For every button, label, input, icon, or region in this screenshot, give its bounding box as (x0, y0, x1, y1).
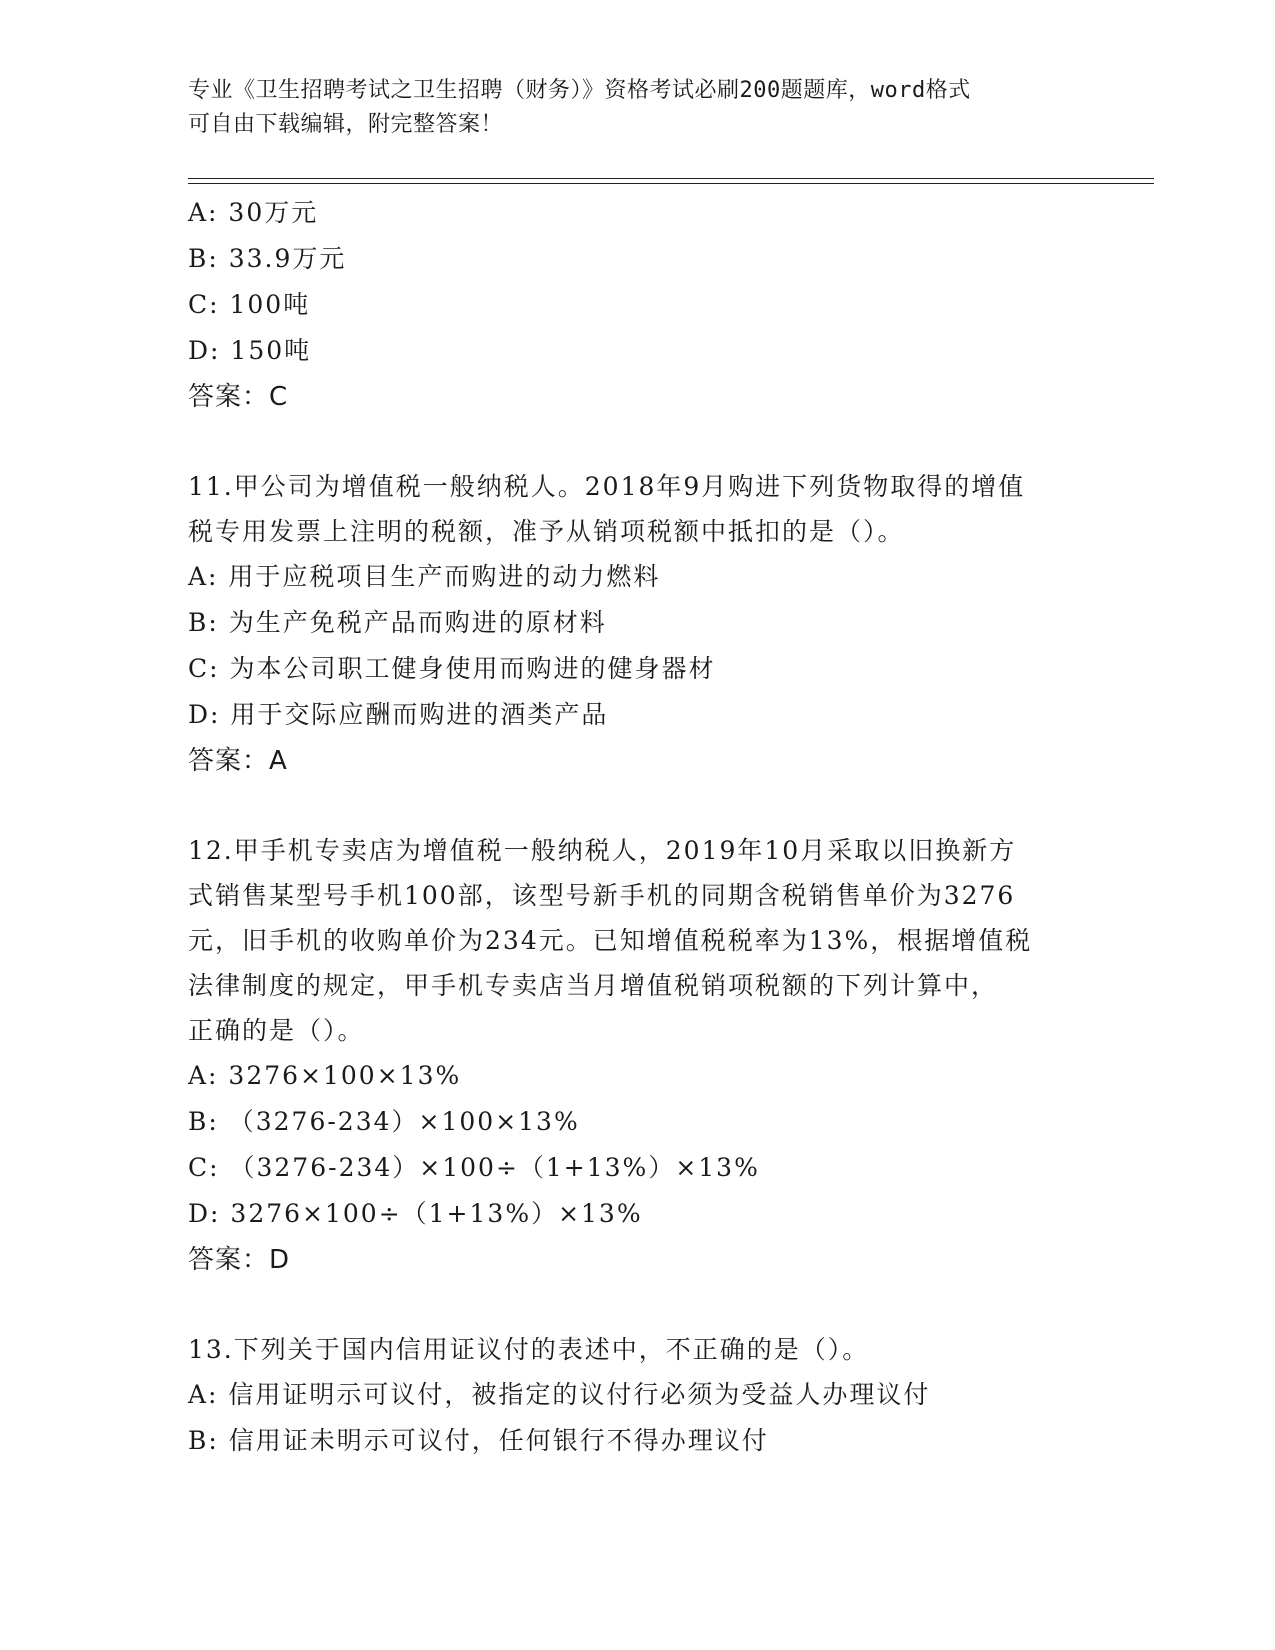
header-divider-bottom (188, 183, 1154, 184)
question-stem (188, 1327, 1088, 1372)
question-stem-line: 11.甲公司为增值税一般纳税人。2018年9月购进下列货物取得的增值 (188, 472, 1026, 501)
option-c: C: 为本公司职工健身使用而购进的健身器材 (188, 654, 716, 683)
question-stem-line: 13.下列关于国内信用证议付的表述中，不正确的是（）。 (188, 1335, 870, 1364)
document-header (188, 74, 1088, 142)
option-c: C: 100吨 (188, 290, 311, 319)
option-d: D: 150吨 (188, 336, 312, 365)
option-a: A: 30万元 (188, 198, 319, 227)
question-stem-line: 式销售某型号手机100部，该型号新手机的同期含税销售单价为3276 (188, 881, 1016, 910)
header-title-line-1: 专业《卫生招聘考试之卫生招聘（财务）》资格考试必刷200题题库，word格式 (188, 78, 971, 103)
option-b: B: 信用证未明示可议付，任何银行不得办理议付 (188, 1426, 769, 1455)
option-b: B: 33.9万元 (188, 244, 347, 273)
option-c: C: （3276-234）×100÷（1+13%）×13% (188, 1153, 760, 1182)
option-b: B: （3276-234）×100×13% (188, 1107, 580, 1136)
answer-text: 答案：D (188, 1245, 291, 1275)
question-content (188, 190, 1088, 1464)
option-d: D: 3276×100÷（1+13%）×13% (188, 1199, 643, 1228)
header-divider-top (188, 178, 1154, 179)
question-stem-line: 税专用发票上注明的税额，准予从销项税额中抵扣的是（）。 (188, 517, 905, 546)
option-a: A: 3276×100×13% (188, 1061, 462, 1090)
question-block-11 (188, 464, 1088, 784)
question-stem (188, 464, 1088, 554)
option-b: B: 为生产免税产品而购进的原材料 (188, 608, 607, 637)
question-block-12 (188, 828, 1088, 1283)
option-a: A: 用于应税项目生产而购进的动力燃料 (188, 562, 661, 591)
option-a: A: 信用证明示可议付，被指定的议付行必须为受益人办理议付 (188, 1380, 931, 1409)
answer-text: 答案：A (188, 746, 288, 776)
answer-text: 答案：C (188, 382, 289, 412)
question-block-10 (188, 190, 1088, 420)
question-stem-line: 法律制度的规定，甲手机专卖店当月增值税销项税额的下列计算中， (188, 971, 999, 1000)
question-stem-line: 元，旧手机的收购单价为234元。已知增值税税率为13%，根据增值税 (188, 926, 1033, 955)
question-stem-line: 正确的是（）。 (188, 1016, 365, 1045)
question-block-13 (188, 1327, 1088, 1464)
question-stem (188, 828, 1088, 1053)
question-stem-line: 12.甲手机专卖店为增值税一般纳税人，2019年10月采取以旧换新方 (188, 836, 1017, 865)
header-title-line-2: 可自由下载编辑，附完整答案！ (188, 112, 504, 137)
option-d: D: 用于交际应酬而购进的酒类产品 (188, 700, 609, 729)
